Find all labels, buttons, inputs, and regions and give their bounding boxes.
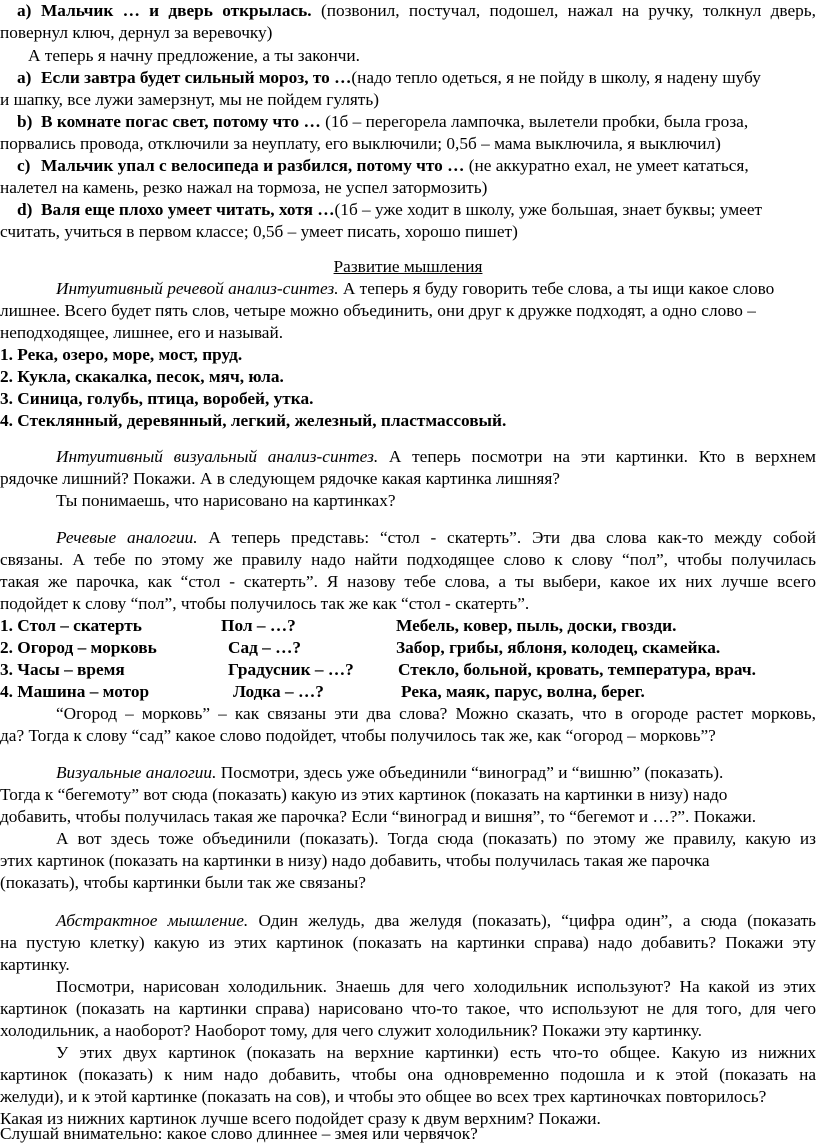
sentence-a-text: (надо тепло одеться, я не пойду в школу, я надену шубу	[351, 68, 761, 87]
sentence-a-line-2: и шапку, все лужи замерзнут, мы не пойдем гулять)	[0, 90, 379, 109]
section-heading: Развитие мышления	[333, 257, 483, 276]
speech-synthesis-text-1: А теперь я буду говорить тебе слова, а ты ищи какое слово	[338, 279, 775, 298]
analogy-options-2: Забор, грибы, яблоня, колодец, скамейка.	[396, 638, 721, 657]
sentence-c-line-1	[0, 155, 816, 178]
sentence-a-bold: Если завтра будет сильный мороз, то …	[41, 68, 352, 87]
speech-analogies-line-3: такая же парочка, как “стол - скатерть”. Я назову тебе слова, а ты выбери, какое их них лучше всего	[0, 572, 816, 591]
speech-synthesis-item-2: 2. Кукла, скакалка, песок, мяч, юла.	[0, 367, 284, 386]
abstract-text-1: Один желудь, два желудя (показать), “цифра один”, а сюда (показать	[248, 911, 816, 930]
abstract-p2-line-2: картинок (показать на картинки справа) нарисовано что-то такое, что используют не для того, для чего	[0, 999, 816, 1018]
sentence-d-bold: Валя еще плохо умеет читать, хотя …	[41, 200, 335, 219]
sentence-a-line-1	[0, 67, 816, 90]
abstract-p3-line-3: желуди), и к этой картинке (показать на сов), и чтобы это общее во всех трех картиночках повторилось?	[0, 1087, 767, 1106]
speech-synthesis-item-1: 1. Река, озеро, море, мост, пруд.	[0, 345, 243, 364]
sentence-c-bold: Мальчик упал с велосипеда и разбился, потому что …	[41, 156, 465, 175]
sentence-d-text: (1б – уже ходит в школу, уже большая, знает буквы; умеет	[334, 200, 763, 219]
abstract-line-2: на пустую клетку) какую из этих картинок (показать на картинки справа) надо добавить? Покажи эту	[0, 933, 816, 952]
intro-bold: Мальчик … и дверь открылась.	[41, 1, 312, 20]
intro-label: a)	[17, 1, 32, 20]
visual-analogies-line-2: Тогда к “бегемоту” вот сюда (показать) какую из этих картинок (показать на картинки в низу) надо	[0, 785, 728, 804]
analogy-query-4: Лодка – …?	[233, 682, 324, 701]
abstract-p3-line-4: Какая из нижних картинок лучше всего подойдет сразу к двум верхним? Покажи.	[0, 1109, 601, 1128]
visual-analogies-line-4: А вот здесь тоже объединили (показать). Тогда сюда (показать) по этому же правилу, какую из	[56, 829, 816, 848]
analogy-pair-4: 4. Машина – мотор	[0, 682, 150, 701]
visual-synthesis-line-1	[56, 446, 816, 469]
visual-analogies-title: Визуальные аналогии.	[56, 763, 217, 782]
intro-continue: А теперь я начну предложение, а ты закончи.	[28, 46, 360, 65]
speech-analogies-line-4: подойдет к слову “пол”, чтобы получилось так же как “стол - скатерть”.	[0, 594, 530, 613]
abstract-line-1	[56, 910, 816, 933]
sentence-d-line-2: считать, учиться в первом классе; 0,5б – умеет писать, хорошо пишет)	[0, 222, 518, 241]
speech-analogies-line-2: связаны. А тебе по этому же правилу надо найти подходящее слово к слову “пол”, чтобы получилась	[0, 550, 816, 569]
speech-synthesis-line-2: лишнее. Всего будет пять слов, четыре можно объединить, они друг к дружке подходят, а одно слово –	[0, 301, 756, 320]
visual-synthesis-line-2: рядочке лишний? Покажи. А в следующем рядочке какая картинка лишняя?	[0, 469, 560, 488]
analogy-query-3: Градусник – …?	[228, 660, 354, 679]
sentence-b-line-1	[0, 111, 816, 134]
analogy-options-4: Река, маяк, парус, волна, берег.	[401, 682, 645, 701]
sentence-c-line-2: налетел на камень, резко нажал на тормоза, не успел затормозить)	[0, 178, 488, 197]
speech-analogies-after-2: да? Тогда к слову “сад” какое слово подойдет, чтобы получилось так же, как “огород – морковь”?	[0, 726, 716, 745]
intro-rest-1: (позвонил, постучал, подошел, нажал на ручку, толкнул дверь,	[311, 1, 816, 20]
speech-analogies-after-1: “Огород – морковь” – как связаны эти два слова? Можно сказать, что в огороде растет морковь,	[56, 704, 816, 723]
sentence-a-label: a)	[17, 68, 32, 87]
speech-analogies-text-1: А теперь представь: “стол - скатерть”. Эти два слова как-то между собой	[197, 528, 816, 547]
intro-line-1	[0, 0, 816, 23]
visual-analogies-line-1	[56, 762, 816, 785]
analogy-options-3: Стекло, больной, кровать, температура, врач.	[398, 660, 756, 679]
visual-analogies-text-1: Посмотри, здесь уже объединили “виноград” и “вишню” (показать).	[216, 763, 724, 782]
abstract-p3-line-2: картинок (показать) к ним надо добавить, чтобы она одновременно подошла и к этой (показать на	[0, 1065, 816, 1084]
sentence-d-line-1	[0, 199, 816, 222]
abstract-title: Абстрактное мышление.	[56, 911, 249, 930]
speech-analogies-title: Речевые аналогии.	[56, 528, 198, 547]
speech-synthesis-title: Интуитивный речевой анализ-синтез.	[56, 279, 339, 298]
analogy-pair-1: 1. Стол – скатерть	[0, 616, 142, 635]
abstract-p2-line-1: Посмотри, нарисован холодильник. Знаешь для чего холодильник используют? На какой из этих	[56, 977, 816, 996]
analogy-pair-2: 2. Огород – морковь	[0, 638, 157, 657]
sentence-b-bold: В комнате погас свет, потому что …	[41, 112, 321, 131]
abstract-p3-line-1: У этих двух картинок (показать на верхние картинки) есть что-то общее. Какую из нижних	[56, 1043, 816, 1062]
sentence-b-label: b)	[17, 112, 33, 131]
visual-analogies-line-5: этих картинок (показать на картинки в низу) надо добавить, чтобы получилась такая же парочка	[0, 851, 710, 870]
sentence-d-label: d)	[17, 200, 33, 219]
analogy-query-1: Пол – …?	[221, 616, 296, 635]
speech-synthesis-item-3: 3. Синица, голубь, птица, воробей, утка.	[0, 389, 314, 408]
analogy-query-2: Сад – …?	[228, 638, 302, 657]
abstract-last-line: Слушай внимательно: какое слово длиннее – змея или червячок?	[0, 1124, 478, 1143]
visual-synthesis-line-3: Ты понимаешь, что нарисовано на картинках?	[56, 491, 396, 510]
analogy-options-1: Мебель, ковер, пыль, доски, гвозди.	[396, 616, 677, 635]
visual-synthesis-text-1: А теперь посмотри на эти картинки. Кто в верхнем	[378, 447, 816, 466]
visual-synthesis-title: Интуитивный визуальный анализ-синтез.	[56, 447, 379, 466]
abstract-p2-line-3: холодильник, а наоборот? Наоборот тому, для чего служит холодильник? Покажи эту картинку.	[0, 1021, 702, 1040]
speech-synthesis-item-4: 4. Стеклянный, деревянный, легкий, железный, пластмассовый.	[0, 411, 507, 430]
analogy-pair-3: 3. Часы – время	[0, 660, 125, 679]
visual-analogies-line-3: добавить, чтобы получилась такая же парочка? Если “виноград и вишня”, то “бегемот и …?”. Покажи.	[0, 807, 757, 826]
speech-synthesis-line-3: неподходящее, лишнее, его и называй.	[0, 323, 284, 342]
speech-analogies-line-1	[56, 527, 816, 550]
sentence-b-line-2: порвались провода, отключили за неуплату, его выключили; 0,5б – мама выключила, я выключил)	[0, 134, 721, 153]
intro-line-2: повернул ключ, дернул за веревочку)	[0, 23, 273, 42]
visual-analogies-line-6: (показать), чтобы картинки были так же связаны?	[0, 873, 366, 892]
abstract-line-3: картинку.	[0, 955, 70, 974]
sentence-c-text: (не аккуратно ехал, не умеет кататься,	[464, 156, 749, 175]
sentence-c-label: c)	[17, 156, 31, 175]
speech-synthesis-line-1	[56, 278, 816, 301]
sentence-b-text: (1б – перегорела лампочка, вылетели пробки, была гроза,	[320, 112, 749, 131]
